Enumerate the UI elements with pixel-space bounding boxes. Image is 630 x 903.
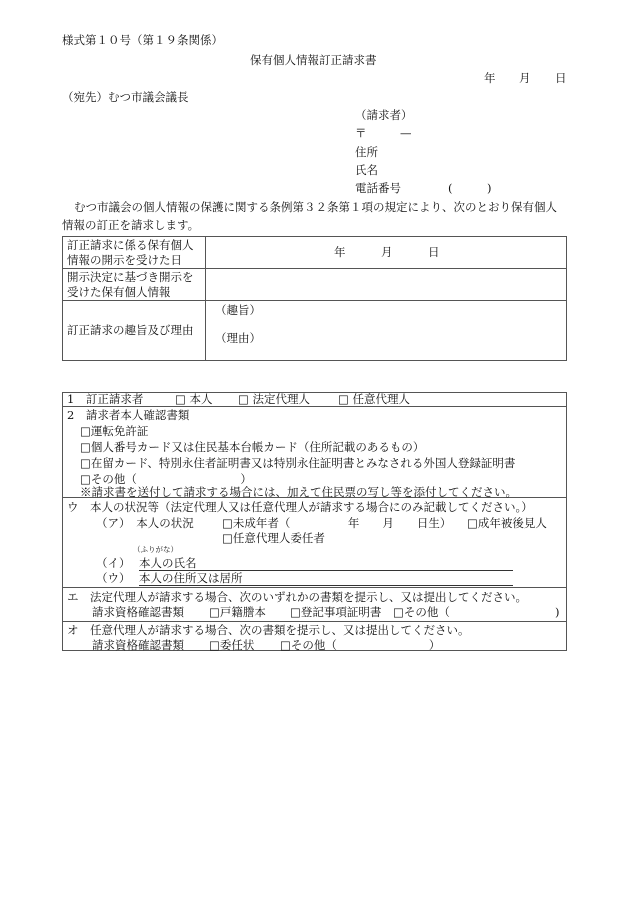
checkbox-voluntary-rep[interactable]: □ 任意代理人 <box>338 392 411 406</box>
phone-paren: ( ) <box>448 181 492 195</box>
requester-type-label: 1 訂正請求者 <box>67 392 144 406</box>
requester-heading: （請求者） <box>355 108 413 122</box>
postal-label: 〒 <box>355 126 367 140</box>
reason-label: （理由） <box>215 331 261 345</box>
legal-rep-docs-label: エ 法定代理人が請求する場合、次のいずれかの書類を提示し、又は提出してください。 <box>67 590 527 604</box>
principal-status-a: （ア） 本人の状況 <box>96 516 194 530</box>
disclosure-year: 年 <box>334 245 346 259</box>
date-day: 日 <box>555 71 567 85</box>
principal-address-field[interactable]: 本人の住所又は居所 <box>139 571 243 585</box>
checkbox-legal-rep[interactable]: □ 法定代理人 <box>238 392 311 406</box>
mail-note: ※請求書を送付して請求する場合には、加えて住民票の写し等を添付してください。 <box>80 485 517 499</box>
checkbox-registry-cert[interactable]: □登記事項証明書 <box>290 605 382 619</box>
furigana-label: （ふりがな） <box>133 545 178 554</box>
date-year: 年 <box>484 71 496 85</box>
disclosure-day: 日 <box>428 245 440 259</box>
checkbox-my-number-card[interactable]: □個人番号カード又は住民基本台帳カード（住所記載のあるもの） <box>80 440 425 454</box>
checkbox-minor[interactable]: □未成年者（ 年 月 日生） <box>222 516 452 530</box>
checkbox-residence-card[interactable]: □在留カード、特別永住者証明書又は特別永住証明書とみなされる外国人登録証明書 <box>80 456 516 470</box>
disclosed-info-label-2: 受けた保有個人情報 <box>67 285 171 299</box>
document-title: 保有個人情報訂正請求書 <box>250 53 377 67</box>
postal-dash: — <box>400 126 412 140</box>
checkbox-adult-ward[interactable]: □成年被後見人 <box>467 516 547 530</box>
principal-status-label: ウ 本人の状況等（法定代理人又は任意代理人が請求する場合にのみ記載してください。） <box>67 500 533 514</box>
disclosure-month: 月 <box>381 245 393 259</box>
principal-name-field[interactable]: 本人の氏名 <box>139 556 197 570</box>
date-month: 月 <box>519 71 531 85</box>
form-number: 様式第１０号（第１９条関係） <box>62 33 223 47</box>
id-docs-label: 2 請求者本人確認書類 <box>67 408 190 422</box>
disclosure-date-label-1: 訂正請求に係る保有個人 <box>67 238 194 252</box>
phone-label: 電話番号 <box>355 181 401 195</box>
address-label: 住所 <box>355 145 378 159</box>
addressee: （宛先）むつ市議会議長 <box>62 90 189 104</box>
disclosed-info-label-1: 開示決定に基づき開示を <box>67 270 194 284</box>
legal-other-close: ) <box>555 605 560 619</box>
legal-rep-docs-type: 請求資格確認書類 <box>92 605 184 619</box>
checkbox-family-register[interactable]: □戸籍謄本 <box>209 605 266 619</box>
principal-address-label: （ウ） <box>96 571 131 585</box>
checkbox-self[interactable]: □ 本人 <box>175 392 213 406</box>
intro-line-2: 情報の訂正を請求します。 <box>62 218 200 232</box>
intro-line-1: むつ市議会の個人情報の保護に関する条例第３２条第１項の規定により、次のとおり保有個人 <box>74 200 557 214</box>
checkbox-other-id[interactable]: □その他（ ） <box>80 472 252 486</box>
checkbox-power-of-attorney[interactable]: □委任状 <box>209 638 255 652</box>
purpose-reason-label: 訂正請求の趣旨及び理由 <box>67 323 194 337</box>
purpose-label: （趣旨） <box>215 303 261 317</box>
checkbox-legal-other[interactable]: □その他（ <box>393 605 450 619</box>
checkbox-drivers-license[interactable]: □運転免許証 <box>80 424 149 438</box>
disclosure-date-label-2: 情報の開示を受けた日 <box>67 253 182 267</box>
checkbox-principal[interactable]: □任意代理人委任者 <box>222 531 325 545</box>
voluntary-rep-docs-label: オ 任意代理人が請求する場合、次の書類を提示し、又は提出してください。 <box>67 623 470 637</box>
voluntary-rep-docs-type: 請求資格確認書類 <box>92 638 184 652</box>
principal-name-label: （イ） <box>96 556 131 570</box>
name-label: 氏名 <box>355 163 378 177</box>
checkbox-voluntary-other[interactable]: □その他（ ） <box>280 638 441 652</box>
